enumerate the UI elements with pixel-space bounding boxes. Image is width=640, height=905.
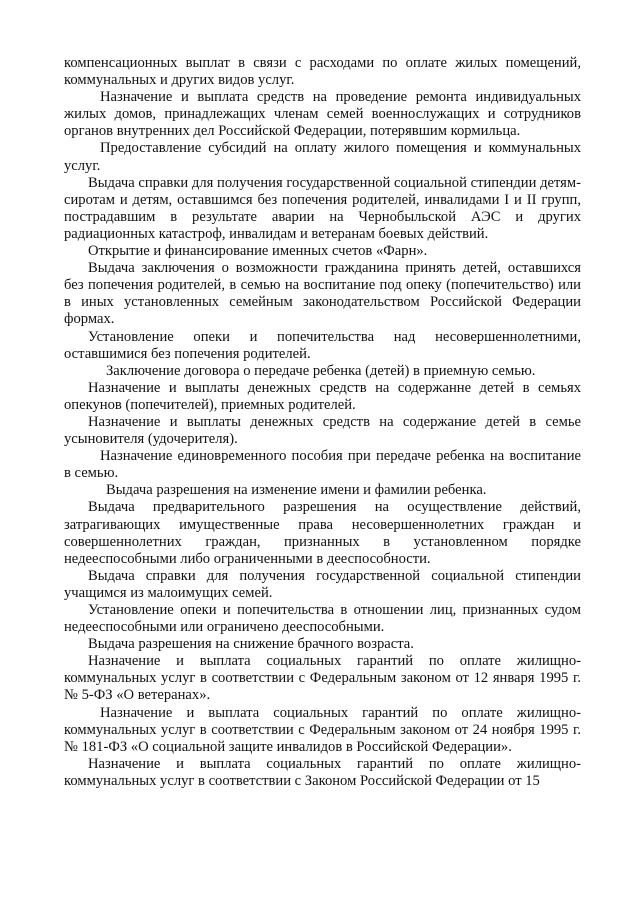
paragraph: Назначение и выплаты денежных средств на содержанне детей в семьях опекунов (попечителей), приемных родителей.: [64, 379, 581, 413]
paragraph: компенсационных выплат в связи с расходами по оплате жилых помещений, коммунальных и других видов услуг.: [64, 55, 581, 89]
paragraph: Назначение и выплата социальных гарантий по оплате жилищно-коммунальных услуг в соответствии с Федеральным законом от 24 ноября 1995 г. № 181-ФЗ «О социальной защите инвалидов в Российской Федерации».: [64, 704, 581, 755]
paragraph: Заключение договора о передаче ребенка (детей) в приемную семью.: [106, 362, 536, 379]
paragraph: Установление опеки и попечительства над несовершеннолетними, оставшимися без попечения родителей.: [64, 328, 581, 362]
paragraph: Открытие и финансирование именных счетов «Фарн».: [88, 243, 428, 260]
paragraph: Выдача предварительного разрешения на осуществление действий, затрагивающих имущественные права несовершеннолетних граждан и совершеннолетних граждан, признанных в установленном порядке недееспособными либо ограниченными в дееспособности.: [64, 499, 581, 567]
paragraph: Назначение и выплаты денежных средств на содержание детей в семье усыновителя (удочерителя).: [64, 413, 581, 448]
paragraph: Назначение и выплата социальных гарантий по оплате жилищно-коммунальных услуг в соответствии с Законом Российской Федерации от 15: [64, 755, 581, 789]
document-body: [64, 55, 581, 790]
paragraph: Выдача разрешения на снижение брачного возраста.: [88, 636, 414, 653]
paragraph: Назначение и выплата социальных гарантий по оплате жилищно-коммунальных услуг в соответствии с Федеральным законом от 12 января 1995 г. № 5-ФЗ «О ветеранах».: [64, 653, 581, 704]
paragraph: Назначение и выплата средств на проведение ремонта индивидуальных жилых домов, принадлежащих членам семей военнослужащих и сотрудников органов внутренних дел Российской Федерации, потерявшим кормильца.: [64, 89, 581, 140]
paragraph: Установление опеки и попечительства в отношении лиц, признанных судом недееспособными или ограничено дееспособными.: [64, 602, 581, 636]
paragraph: Предоставление субсидий на оплату жилого помещения и коммунальных услуг.: [64, 140, 581, 174]
paragraph: Выдача справки для получения государственной социальной стипендии детям-сиротам и детям, оставшимся без попечения родителей, инвалидами I и II групп, пострадавшим в результате аварии на Чернобыльской АЭС и других радиационных катастроф, инвалидам и ветеранам боевых действий.: [64, 174, 581, 242]
paragraph: Выдача разрешения на изменение имени и фамилии ребенка.: [106, 482, 487, 499]
paragraph: Выдача заключения о возможности гражданина принять детей, оставшихся без попечения родителей, в семью на воспитание под опеку (попечительство) или в иных установленных семейным законодательством Российской Федерации формах.: [64, 260, 581, 328]
paragraph: Назначение единовременного пособия при передаче ребенка на воспитание в семью.: [64, 448, 581, 482]
paragraph: Выдача справки для получения государственной социальной стипендии учащимся из малоимущих семей.: [64, 567, 581, 601]
